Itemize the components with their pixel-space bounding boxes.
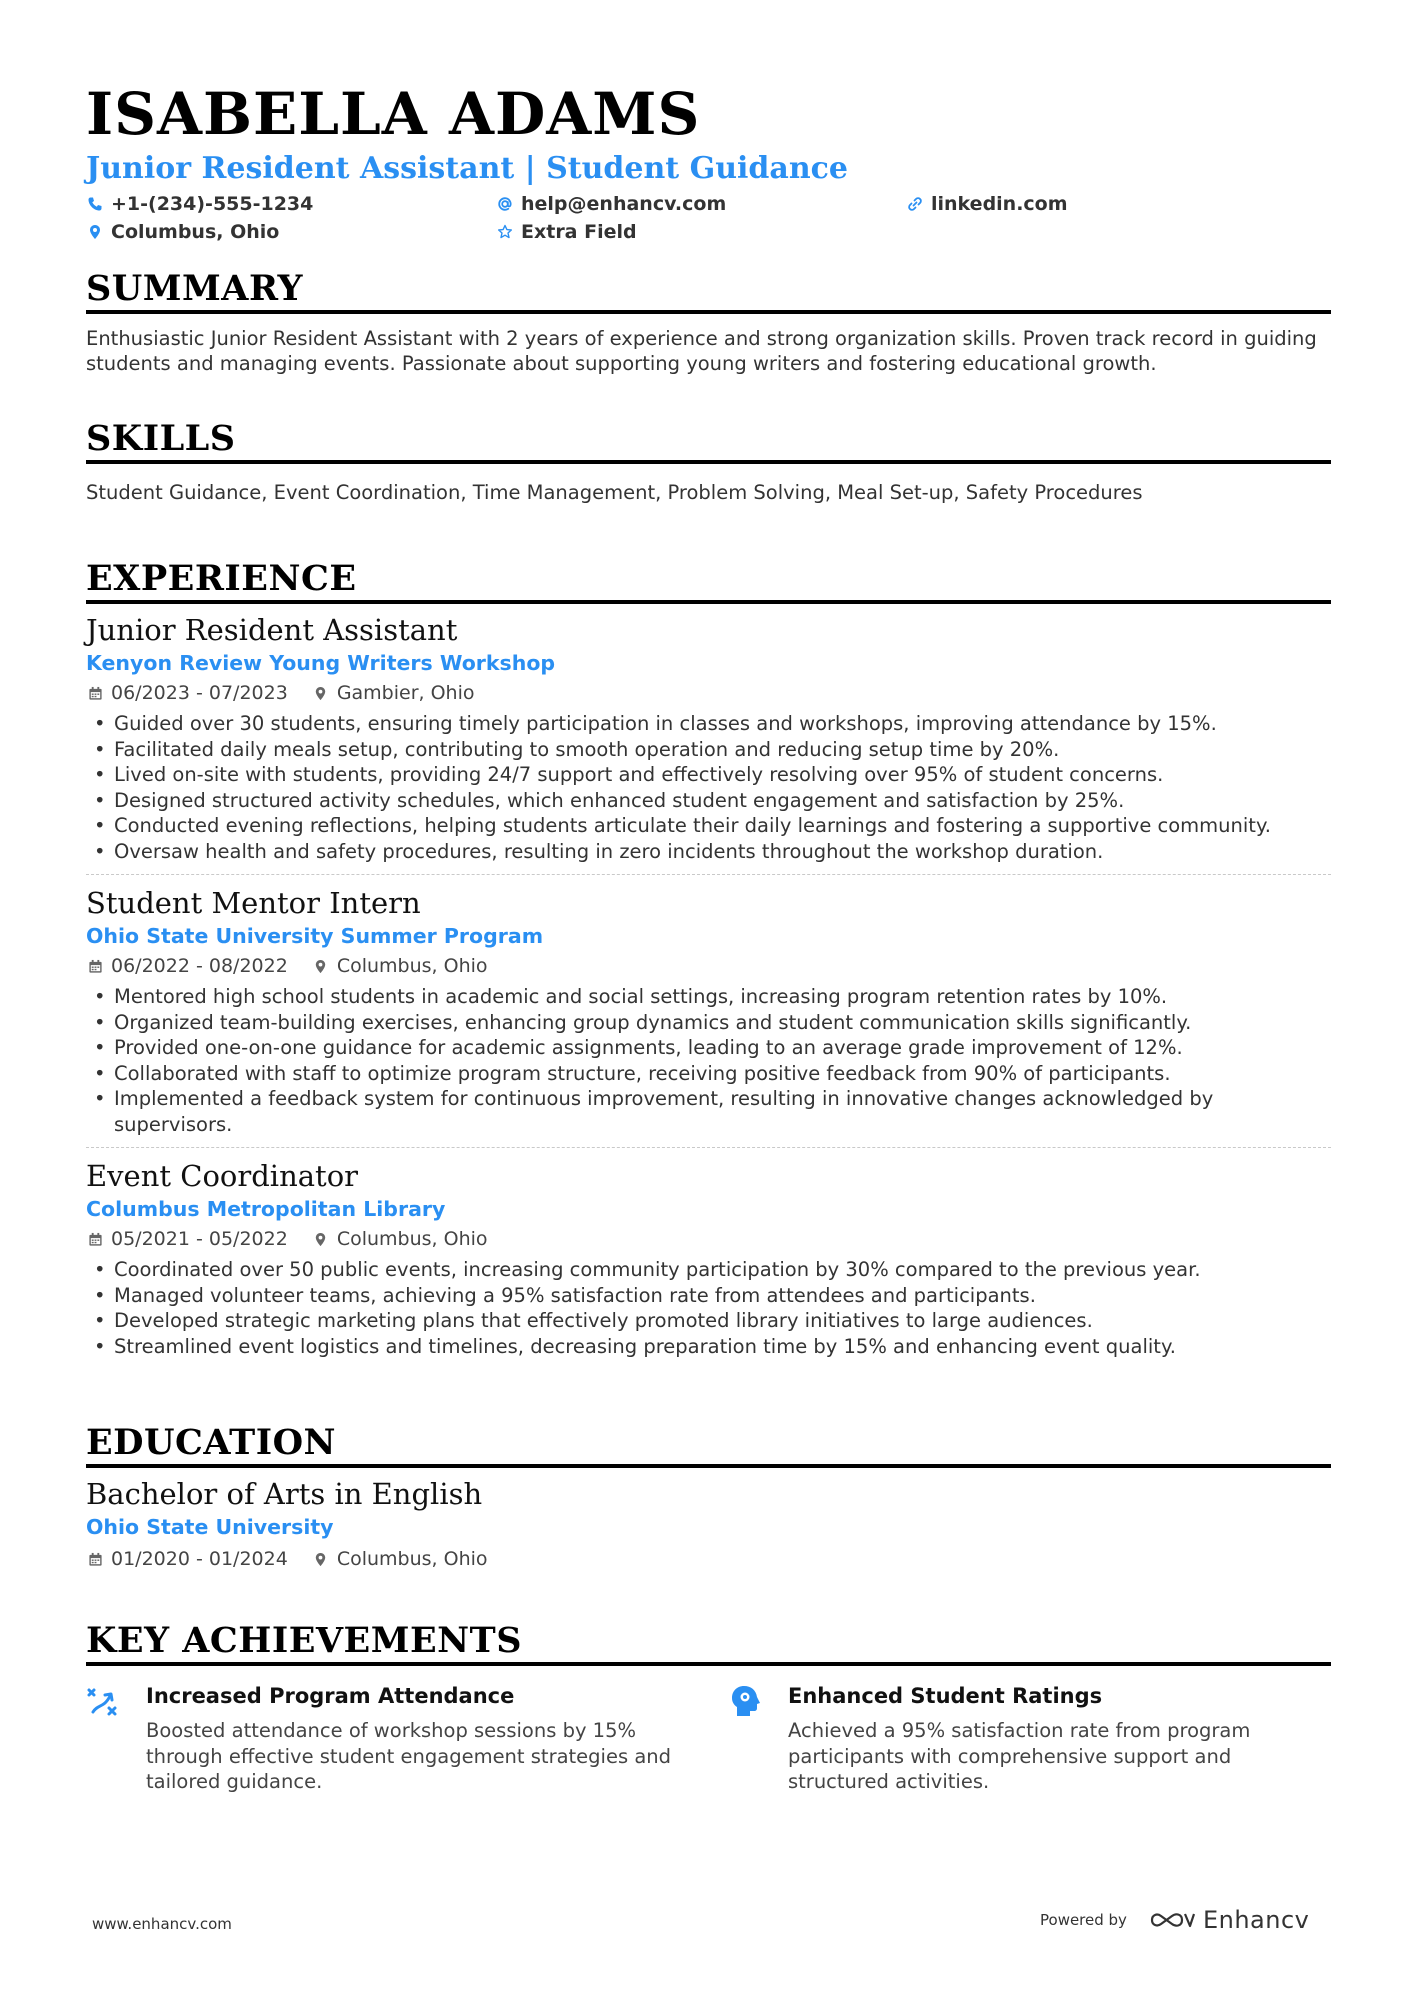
entry-divider [86,1147,1331,1148]
achievement-title: Enhanced Student Ratings [788,1684,1103,1708]
bullet-item: • Developed strategic marketing plans that effectively promoted library initiatives to large audiences. [86,1308,1331,1334]
bullet-item: • Facilitated daily meals setup, contributing to smooth operation and reducing setup time by 20%. [86,737,1331,763]
achievements-section [86,1620,1331,1795]
powered-by-label: Powered by [1040,1911,1127,1929]
summary-text: Enthusiastic Junior Resident Assistant with 2 years of experience and strong organization skills. Proven track record in guiding students and managing events. Passionate about supporting young writers and fostering educational growth. [86,327,1317,375]
experience-section [86,558,1331,1359]
experience-entry [86,612,1331,864]
achievement-title: Increased Program Attendance [146,1684,515,1708]
footer-branding [1040,1906,1309,1934]
enhancv-logo[interactable] [1149,1906,1309,1934]
summary-section [86,268,1331,376]
strategy-icon [86,1682,146,1795]
education-dates: 01/2020 - 01/2024 [111,1548,288,1570]
contact-phone-text: +1-(234)-555-1234 [111,193,314,215]
skills-section [86,418,1331,505]
contact-extra-text: Extra Field [521,221,637,243]
bullet-item: • Lived on-site with students, providing 24/7 support and effectively resolving over 95% of student concerns. [86,762,1331,788]
head-icon [728,1682,788,1795]
education-section [86,1422,1331,1571]
education-meta [86,1547,1331,1571]
experience-entry [86,885,1331,1137]
bullet-item: • Guided over 30 students, ensuring timely participation in classes and workshops, improving attendance by 15%. [86,711,1331,737]
map-pin-icon [312,1230,330,1248]
bullet-item: • Organized team-building exercises, enhancing group dynamics and student communication skills significantly. [86,1010,1331,1036]
achievement-item [728,1682,1331,1795]
map-pin-icon [312,957,330,975]
degree-title: Bachelor of Arts in English [86,1477,483,1511]
at-icon [496,195,514,213]
footer-website[interactable]: www.enhancv.com [92,1915,232,1933]
job-location: Columbus, Ohio [336,1228,488,1250]
candidate-name: ISABELLA ADAMS [86,80,701,148]
job-bullets [86,711,1331,864]
job-dates: 06/2023 - 07/2023 [111,682,288,704]
bullet-item: • Streamlined event logistics and timelines, decreasing preparation time by 15% and enhancing event quality. [86,1334,1331,1360]
job-dates: 06/2022 - 08/2022 [111,955,288,977]
bullet-item: • Implemented a feedback system for continuous improvement, resulting in innovative changes acknowledged by supervisors. [86,1086,1331,1137]
job-title: Student Mentor Intern [86,886,421,920]
bullet-item: • Coordinated over 50 public events, increasing community participation by 30% compared to the previous year. [86,1257,1331,1283]
achievement-text: Achieved a 95% satisfaction rate from program participants with comprehensive support and structured activities. [788,1719,1251,1793]
company-name: Ohio State University Summer Program [86,924,544,948]
job-title: Junior Resident Assistant [86,613,458,647]
bullet-item: • Oversaw health and safety procedures, resulting in zero incidents throughout the workshop duration. [86,839,1331,865]
education-title: EDUCATION [86,1422,1331,1468]
achievements-title: KEY ACHIEVEMENTS [86,1620,1331,1666]
star-icon [496,223,514,241]
bullet-item: • Conducted evening reflections, helping students articulate their daily learnings and fostering a supportive community. [86,813,1331,839]
company-name: Kenyon Review Young Writers Workshop [86,651,556,675]
achievement-item [86,1682,728,1795]
education-location: Columbus, Ohio [336,1548,488,1570]
calendar-icon [86,1230,104,1248]
summary-title: SUMMARY [86,268,1331,314]
contact-linkedin-text: linkedin.com [931,193,1068,215]
job-bullets [86,1257,1331,1359]
bullet-item: • Collaborated with staff to optimize program structure, receiving positive feedback from 90% of participants. [86,1061,1331,1087]
contact-phone[interactable] [86,192,496,216]
job-location: Gambier, Ohio [336,682,475,704]
achievement-text: Boosted attendance of workshop sessions by 15% through effective student engagement strategies and tailored guidance. [146,1719,672,1793]
education-entry [86,1476,1331,1571]
contact-location [86,220,496,244]
map-pin-icon [86,223,104,241]
resume-page [86,80,1331,1793]
job-meta [86,954,1331,978]
contact-list [86,192,1331,244]
skills-text: Student Guidance, Event Coordination, Time Management, Problem Solving, Meal Set-up, Safety Procedures [86,481,1143,504]
bullet-item: • Designed structured activity schedules, which enhanced student engagement and satisfaction by 25%. [86,788,1331,814]
experience-title: EXPERIENCE [86,558,1331,604]
contact-linkedin[interactable] [906,192,1331,216]
experience-entry [86,1158,1331,1359]
school-name: Ohio State University [86,1515,334,1539]
calendar-icon [86,1550,104,1568]
map-pin-icon [312,684,330,702]
job-title: Event Coordinator [86,1159,359,1193]
company-name: Columbus Metropolitan Library [86,1197,446,1221]
job-bullets [86,984,1331,1137]
entry-divider [86,874,1331,875]
contact-location-text: Columbus, Ohio [111,221,280,243]
achievements-list [86,1682,1331,1795]
phone-icon [86,195,104,213]
candidate-headline: Junior Resident Assistant | Student Guidance [86,151,848,186]
job-location: Columbus, Ohio [336,955,488,977]
link-icon [906,195,924,213]
skills-title: SKILLS [86,418,1331,464]
bullet-item: • Managed volunteer teams, achieving a 95% satisfaction rate from attendees and participants. [86,1283,1331,1309]
calendar-icon [86,684,104,702]
bullet-item: • Mentored high school students in academic and social settings, increasing program retention rates by 10%. [86,984,1331,1010]
brand-name: Enhancv [1202,1906,1310,1934]
job-dates: 05/2021 - 05/2022 [111,1228,288,1250]
enhancv-logo-icon [1149,1909,1195,1931]
contact-email[interactable] [496,192,906,216]
contact-email-text: help@enhancv.com [521,193,727,215]
map-pin-icon [312,1550,330,1568]
resume-header [86,80,1331,244]
bullet-item: • Provided one-on-one guidance for academic assignments, leading to an average grade improvement of 12%. [86,1035,1331,1061]
job-meta [86,1227,1331,1251]
contact-extra [496,220,906,244]
calendar-icon [86,957,104,975]
job-meta [86,681,1331,705]
